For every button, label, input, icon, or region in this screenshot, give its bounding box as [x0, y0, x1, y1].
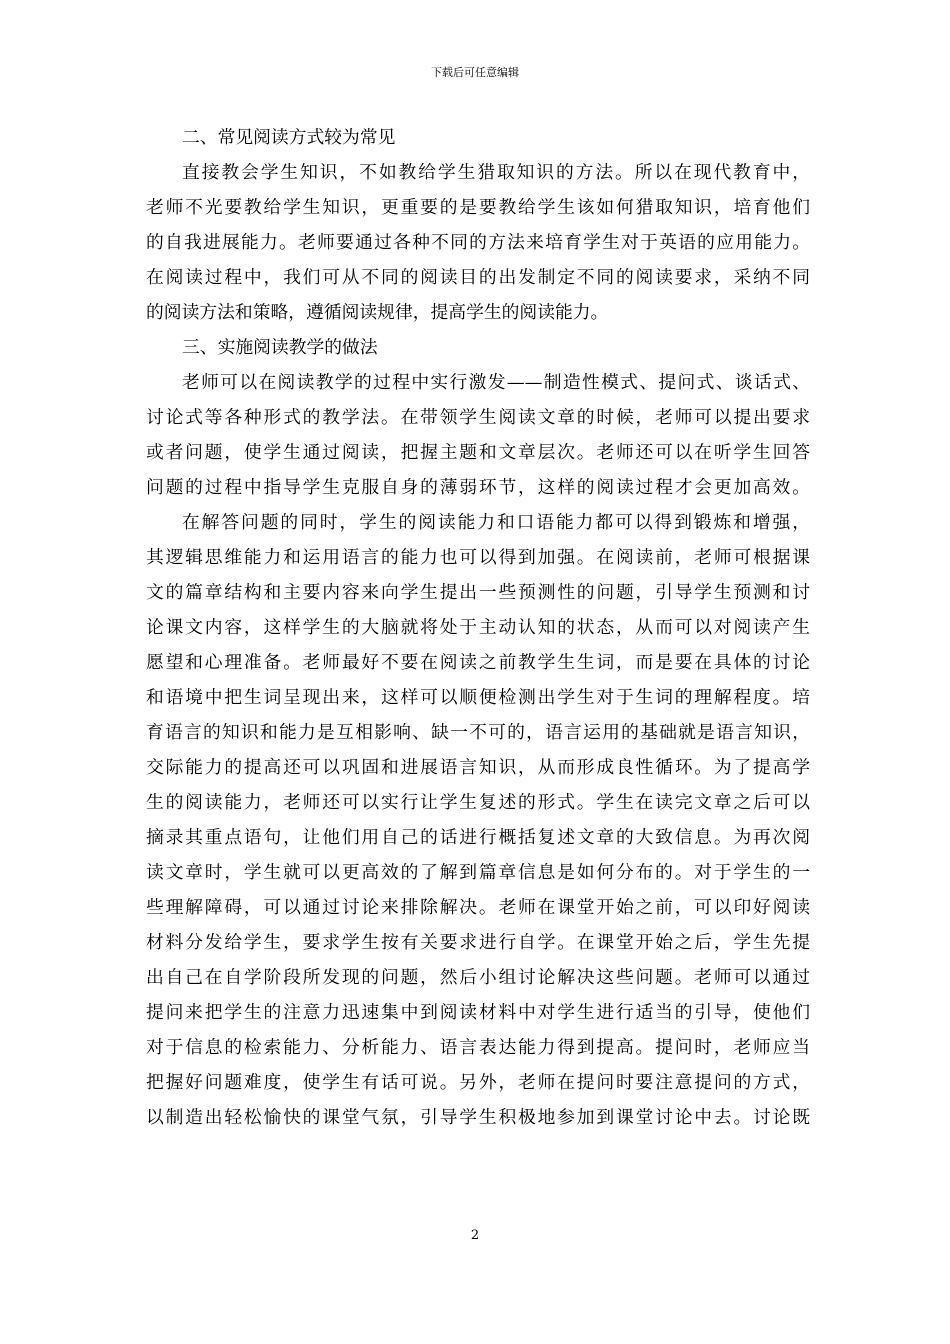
text-line: 文的篇章结构和主要内容来向学生提出一些预测性的问题，引导学生预测和讨 [146, 582, 810, 603]
text-line: 老师可以在阅读教学的过程中实行激发——制造性模式、提问式、谈话式、 [182, 372, 810, 393]
text-line: 把握好问题难度，使学生有话可说。另外，老师在提问时要注意提问的方式， [146, 1072, 810, 1093]
text-line: 提问来把学生的注意力迅速集中到阅读材料中对学生进行适当的引导，使他们 [146, 1002, 810, 1023]
text-line: 育语言的知识和能力是互相影响、缺一不可的，语言运用的基础就是语言知识， [146, 722, 810, 743]
text-line: 出自己在自学阶段所发现的问题，然后小组讨论解决这些问题。老师可以通过 [146, 967, 810, 988]
text-line: 愿望和心理准备。老师最好不要在阅读之前教学生生词，而是要在具体的讨论 [146, 652, 810, 673]
text-line: 交际能力的提高还可以巩固和进展语言知识，从而形成良性循环。为了提高学 [146, 757, 810, 778]
text-line: 读文章时，学生就可以更高效的了解到篇章信息是如何分布的。对于学生的一 [146, 862, 810, 883]
text-line: 问题的过程中指导学生克服自身的薄弱环节，这样的阅读过程才会更加高效。 [146, 477, 810, 498]
page-header: 下载后可任意编辑 [431, 66, 519, 79]
text-line: 的自我进展能力。老师要通过各种不同的方法来培育学生对于英语的应用能力。 [146, 232, 810, 253]
text-line: 讨论式等各种形式的教学法。在带领学生阅读文章的时候，老师可以提出要求 [146, 407, 810, 428]
section-heading: 二、常见阅读方式较为常见 [182, 127, 396, 148]
section-heading: 三、实施阅读教学的做法 [182, 337, 378, 358]
text-line: 和语境中把生词呈现出来，这样可以顺便检测出学生对于生词的理解程度。培 [146, 687, 810, 708]
text-line: 生的阅读能力，老师还可以实行让学生复述的形式。学生在读完文章之后可以 [146, 792, 810, 813]
text-line: 以制造出轻松愉快的课堂气氛，引导学生积极地参加到课堂讨论中去。讨论既 [146, 1107, 810, 1128]
text-line: 老师不光要教给学生知识，更重要的是要教给学生该如何猎取知识，培育他们 [146, 197, 810, 218]
text-line: 直接教会学生知识，不如教给学生猎取知识的方法。所以在现代教育中， [182, 162, 810, 183]
text-line: 的阅读方法和策略，遵循阅读规律，提高学生的阅读能力。 [146, 302, 609, 323]
text-line: 论课文内容，这样学生的大脑就将处于主动认知的状态，从而可以对阅读产生 [146, 617, 810, 638]
text-line: 在解答问题的同时，学生的阅读能力和口语能力都可以得到锻炼和增强， [182, 512, 810, 533]
text-line: 在阅读过程中，我们可从不同的阅读目的出发制定不同的阅读要求，采纳不同 [146, 267, 810, 288]
document-body [146, 120, 810, 1135]
text-line: 些理解障碍，可以通过讨论来排除解决。老师在课堂开始之前，可以印好阅读 [146, 897, 810, 918]
text-line: 其逻辑思维能力和运用语言的能力也可以得到加强。在阅读前，老师可根据课 [146, 547, 810, 568]
page-number: 2 [470, 1228, 480, 1243]
text-line: 对于信息的检索能力、分析能力、语言表达能力得到提高。提问时，老师应当 [146, 1037, 810, 1058]
text-line: 材料分发给学生，要求学生按有关要求进行自学。在课堂开始之后，学生先提 [146, 932, 810, 953]
text-line: 摘录其重点语句，让他们用自己的话进行概括复述文章的大致信息。为再次阅 [146, 827, 810, 848]
text-line: 或者问题，使学生通过阅读，把握主题和文章层次。老师还可以在听学生回答 [146, 442, 810, 463]
